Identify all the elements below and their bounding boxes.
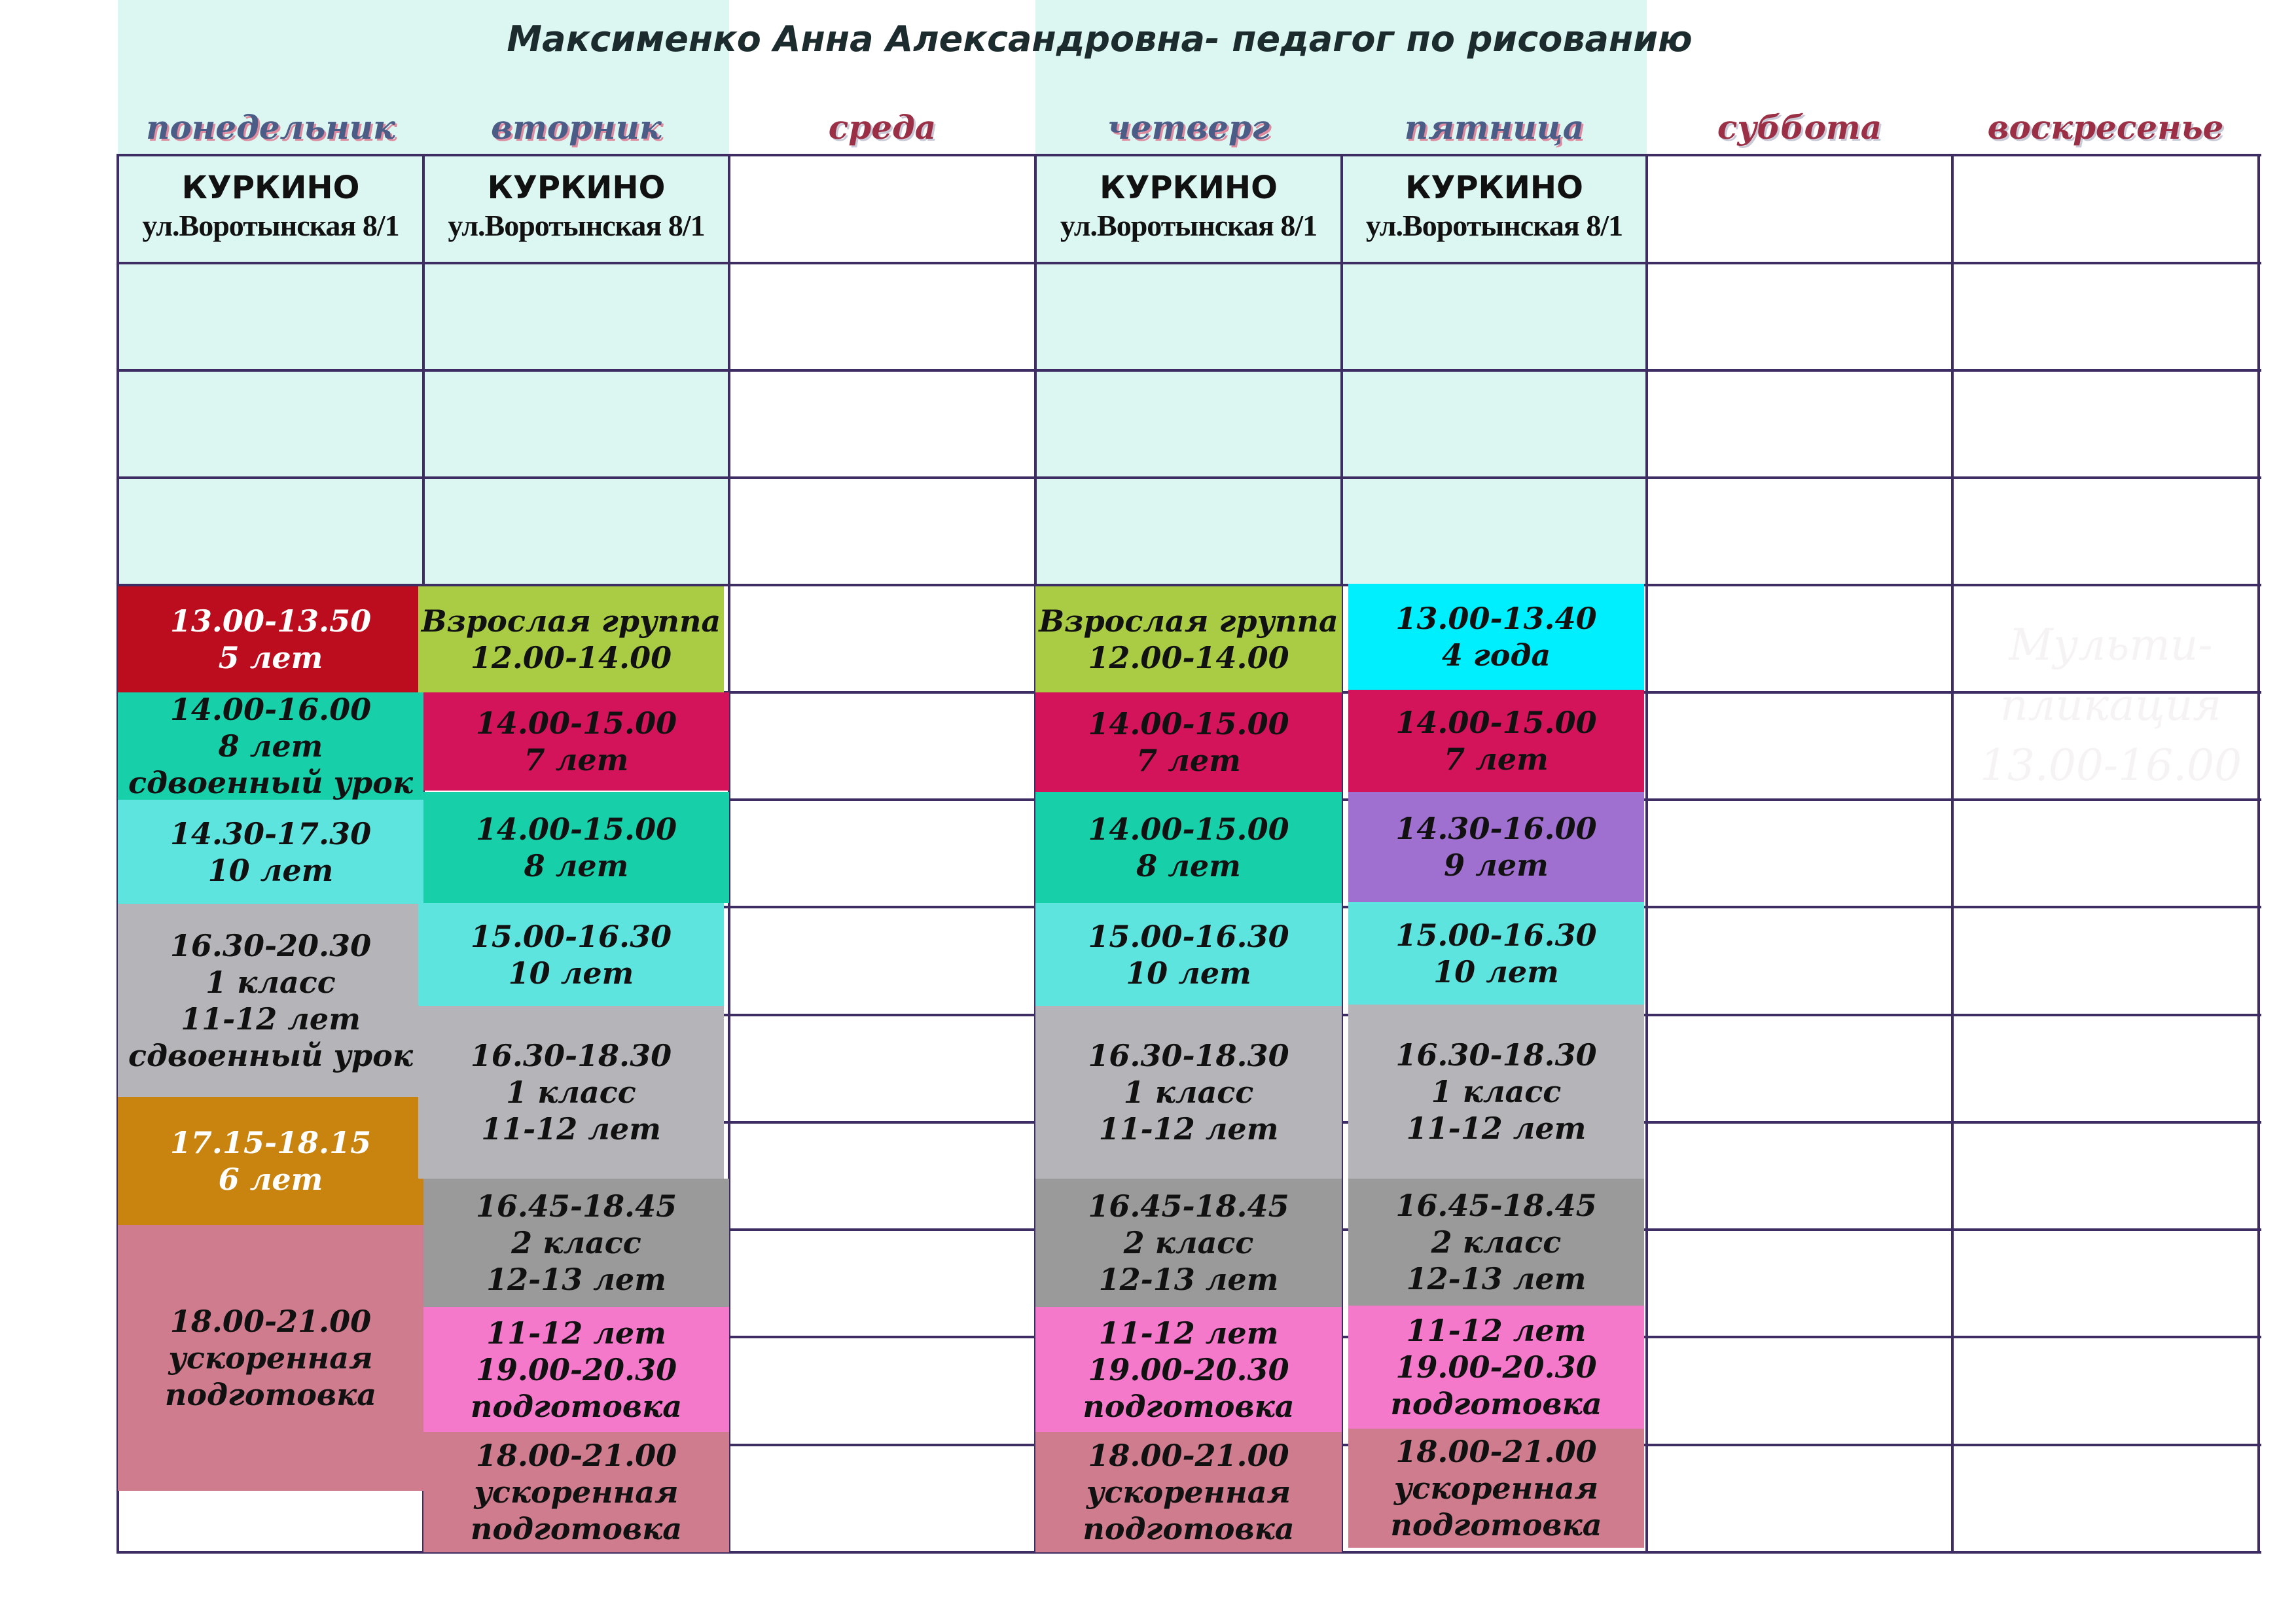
lesson-line: 14.00-15.00 <box>475 812 677 847</box>
lesson-block-monday <box>118 904 423 1097</box>
sunday-faded-line: Мульти- <box>2009 620 2213 670</box>
header-tint <box>118 0 423 585</box>
sunday-faded-line: пликация <box>2000 680 2222 730</box>
lesson-line: Взрослая группа <box>1039 603 1338 639</box>
lesson-line: 14.00-15.00 <box>1088 706 1289 741</box>
grid-column-line <box>2257 154 2260 1554</box>
location-cell <box>423 168 729 244</box>
header-tint <box>423 0 729 585</box>
grid-row-line <box>118 369 2261 372</box>
weekday-thursday: четверг <box>1107 108 1270 147</box>
lesson-line: 14.30-17.30 <box>170 815 372 851</box>
lesson-line: 1 класс <box>506 1075 636 1110</box>
lesson-block-tuesday <box>423 692 729 791</box>
lesson-line: 16.30-20.30 <box>170 927 372 963</box>
location-cell <box>1342 168 1647 244</box>
grid-row-line <box>118 476 2261 479</box>
lesson-line: 16.45-18.45 <box>1395 1188 1597 1223</box>
lesson-block-thursday <box>1035 792 1342 903</box>
lesson-block-thursday <box>1035 1179 1342 1307</box>
lesson-line: подготовка <box>164 1377 377 1412</box>
lesson-block-monday <box>118 692 423 800</box>
lesson-line: подготовка <box>470 1511 683 1546</box>
lesson-block-friday <box>1348 690 1644 792</box>
weekday-monday: понедельник <box>146 108 395 147</box>
location-name: КУРКИНО <box>1100 169 1278 206</box>
lesson-line: подготовка <box>470 1388 683 1424</box>
lesson-line: 2 класс <box>511 1225 641 1260</box>
lesson-block-friday <box>1348 902 1644 1005</box>
lesson-line: 8 лет <box>218 728 323 764</box>
lesson-block-friday <box>1348 1005 1644 1179</box>
lesson-line: 6 лет <box>218 1162 323 1197</box>
weekday-sunday: воскресенье <box>1987 108 2224 147</box>
lesson-line: 7 лет <box>1136 743 1241 778</box>
lesson-line: 11-12 лет <box>1098 1111 1279 1147</box>
lesson-line: ускоренная <box>1086 1474 1291 1510</box>
lesson-line: 12-13 лет <box>1098 1262 1279 1297</box>
lesson-line: 16.30-18.30 <box>1395 1037 1597 1073</box>
lesson-line: 16.30-18.30 <box>470 1038 672 1073</box>
lesson-line: 12.00-14.00 <box>1088 640 1289 675</box>
lesson-line: сдвоенный урок <box>128 1037 413 1073</box>
lesson-block-tuesday <box>418 1006 724 1179</box>
location-address: ул.Воротынская 8/1 <box>448 209 705 242</box>
lesson-line: подготовка <box>1390 1386 1602 1421</box>
lesson-line: 18.00-21.00 <box>170 1304 372 1339</box>
lesson-line: подготовка <box>1083 1388 1295 1424</box>
lesson-line: 1 класс <box>1431 1074 1562 1109</box>
lesson-line: 9 лет <box>1444 847 1549 883</box>
lesson-line: 10 лет <box>1433 954 1559 990</box>
grid-column-line <box>1951 154 1954 1554</box>
lesson-line: ускоренная <box>474 1474 679 1510</box>
lesson-line: 12-13 лет <box>1406 1261 1587 1296</box>
lesson-block-thursday <box>1035 586 1342 692</box>
location-cell <box>118 168 423 244</box>
lesson-block-tuesday <box>423 1307 729 1432</box>
location-name: КУРКИНО <box>487 169 666 206</box>
lesson-line: сдвоенный урок <box>128 765 413 800</box>
location-cell <box>1035 168 1342 244</box>
header-tint <box>1342 0 1647 585</box>
lesson-line: ускоренная <box>168 1340 373 1376</box>
lesson-block-tuesday <box>423 792 729 903</box>
lesson-line: 18.00-21.00 <box>475 1438 677 1473</box>
lesson-line: 14.30-16.00 <box>1395 811 1597 846</box>
lesson-line: 2 класс <box>1123 1225 1254 1260</box>
lesson-line: 14.00-16.00 <box>170 692 372 727</box>
lesson-line: 5 лет <box>218 640 323 675</box>
lesson-line: 11-12 лет <box>1406 1111 1587 1146</box>
lesson-line: 1 класс <box>206 964 336 1000</box>
lesson-line: 12-13 лет <box>486 1262 666 1297</box>
lesson-block-friday <box>1348 584 1644 690</box>
lesson-block-thursday <box>1035 1432 1342 1552</box>
location-name: КУРКИНО <box>1405 169 1583 206</box>
lesson-block-tuesday <box>418 586 724 692</box>
grid-row-line <box>118 154 2261 156</box>
lesson-line: 10 лет <box>207 852 334 888</box>
location-address: ул.Воротынская 8/1 <box>1060 209 1318 242</box>
grid-row-line <box>118 262 2261 264</box>
lesson-block-monday <box>118 800 423 904</box>
lesson-line: 7 лет <box>524 742 629 777</box>
lesson-line: 15.00-16.30 <box>470 918 672 954</box>
lesson-block-friday <box>1348 1179 1644 1306</box>
lesson-line: 4 года <box>1441 637 1551 673</box>
lesson-block-monday <box>118 586 423 692</box>
lesson-block-tuesday <box>418 903 724 1006</box>
lesson-line: 10 лет <box>1126 955 1251 991</box>
lesson-line: 17.15-18.15 <box>170 1125 372 1160</box>
lesson-line: 14.00-15.00 <box>475 705 677 741</box>
sunday-faded-note <box>1957 615 2265 796</box>
weekday-wednesday: среда <box>828 108 937 147</box>
lesson-block-thursday <box>1035 1307 1342 1432</box>
lesson-line: 11-12 лет <box>1406 1313 1587 1348</box>
lesson-block-thursday <box>1035 903 1342 1006</box>
lesson-line: 18.00-21.00 <box>1395 1434 1597 1469</box>
lesson-line: 12.00-14.00 <box>470 640 672 675</box>
lesson-line: подготовка <box>1390 1507 1602 1543</box>
lesson-block-thursday <box>1035 692 1342 792</box>
lesson-block-friday <box>1348 792 1644 902</box>
location-address: ул.Воротынская 8/1 <box>1365 209 1623 242</box>
lesson-line: 19.00-20.30 <box>1395 1349 1597 1385</box>
lesson-line: 16.45-18.45 <box>1088 1188 1289 1224</box>
lesson-line: 15.00-16.30 <box>1088 918 1289 954</box>
weekday-tuesday: вторник <box>491 108 662 147</box>
lesson-line: ускоренная <box>1393 1471 1599 1506</box>
lesson-line: подготовка <box>1083 1511 1295 1546</box>
lesson-line: 16.45-18.45 <box>475 1188 677 1224</box>
lesson-line: 7 лет <box>1444 741 1549 777</box>
sunday-faded-line: 13.00-16.00 <box>1979 740 2242 791</box>
lesson-line: 11-12 лет <box>486 1315 666 1351</box>
lesson-block-thursday <box>1035 1006 1342 1179</box>
lesson-line: Взрослая группа <box>421 603 721 639</box>
lesson-block-friday <box>1348 1306 1644 1429</box>
lesson-line: 11-12 лет <box>1098 1315 1279 1351</box>
lesson-line: 11-12 лет <box>181 1001 361 1037</box>
lesson-line: 8 лет <box>1136 848 1241 883</box>
grid-column-line <box>1645 154 1648 1554</box>
lesson-line: 10 лет <box>508 955 634 991</box>
location-address: ул.Воротынская 8/1 <box>142 209 399 242</box>
lesson-line: 2 класс <box>1431 1224 1562 1260</box>
page-title: Максименко Анна Александровна- педагог по рисованию <box>507 18 1693 60</box>
lesson-line: 19.00-20.30 <box>1088 1351 1289 1387</box>
lesson-line: 11-12 лет <box>481 1111 661 1147</box>
lesson-line: 1 класс <box>1123 1075 1254 1110</box>
lesson-line: 15.00-16.30 <box>1395 917 1597 953</box>
lesson-line: 18.00-21.00 <box>1088 1438 1289 1473</box>
lesson-line: 8 лет <box>524 848 629 883</box>
lesson-block-friday <box>1348 1429 1644 1548</box>
lesson-line: 14.00-15.00 <box>1395 705 1597 740</box>
weekday-friday: пятница <box>1404 108 1585 147</box>
lesson-line: 14.00-15.00 <box>1088 812 1289 847</box>
lesson-line: 16.30-18.30 <box>1088 1038 1289 1073</box>
header-tint <box>1035 0 1342 585</box>
lesson-block-tuesday <box>423 1432 729 1552</box>
lesson-line: 13.00-13.40 <box>1395 601 1597 636</box>
lesson-block-tuesday <box>423 1179 729 1307</box>
lesson-block-monday <box>118 1097 423 1225</box>
lesson-line: 13.00-13.50 <box>170 603 372 639</box>
lesson-block-monday <box>118 1225 423 1491</box>
weekday-saturday: суббота <box>1717 108 1882 147</box>
lesson-line: 19.00-20.30 <box>475 1351 677 1387</box>
location-name: КУРКИНО <box>181 169 360 206</box>
